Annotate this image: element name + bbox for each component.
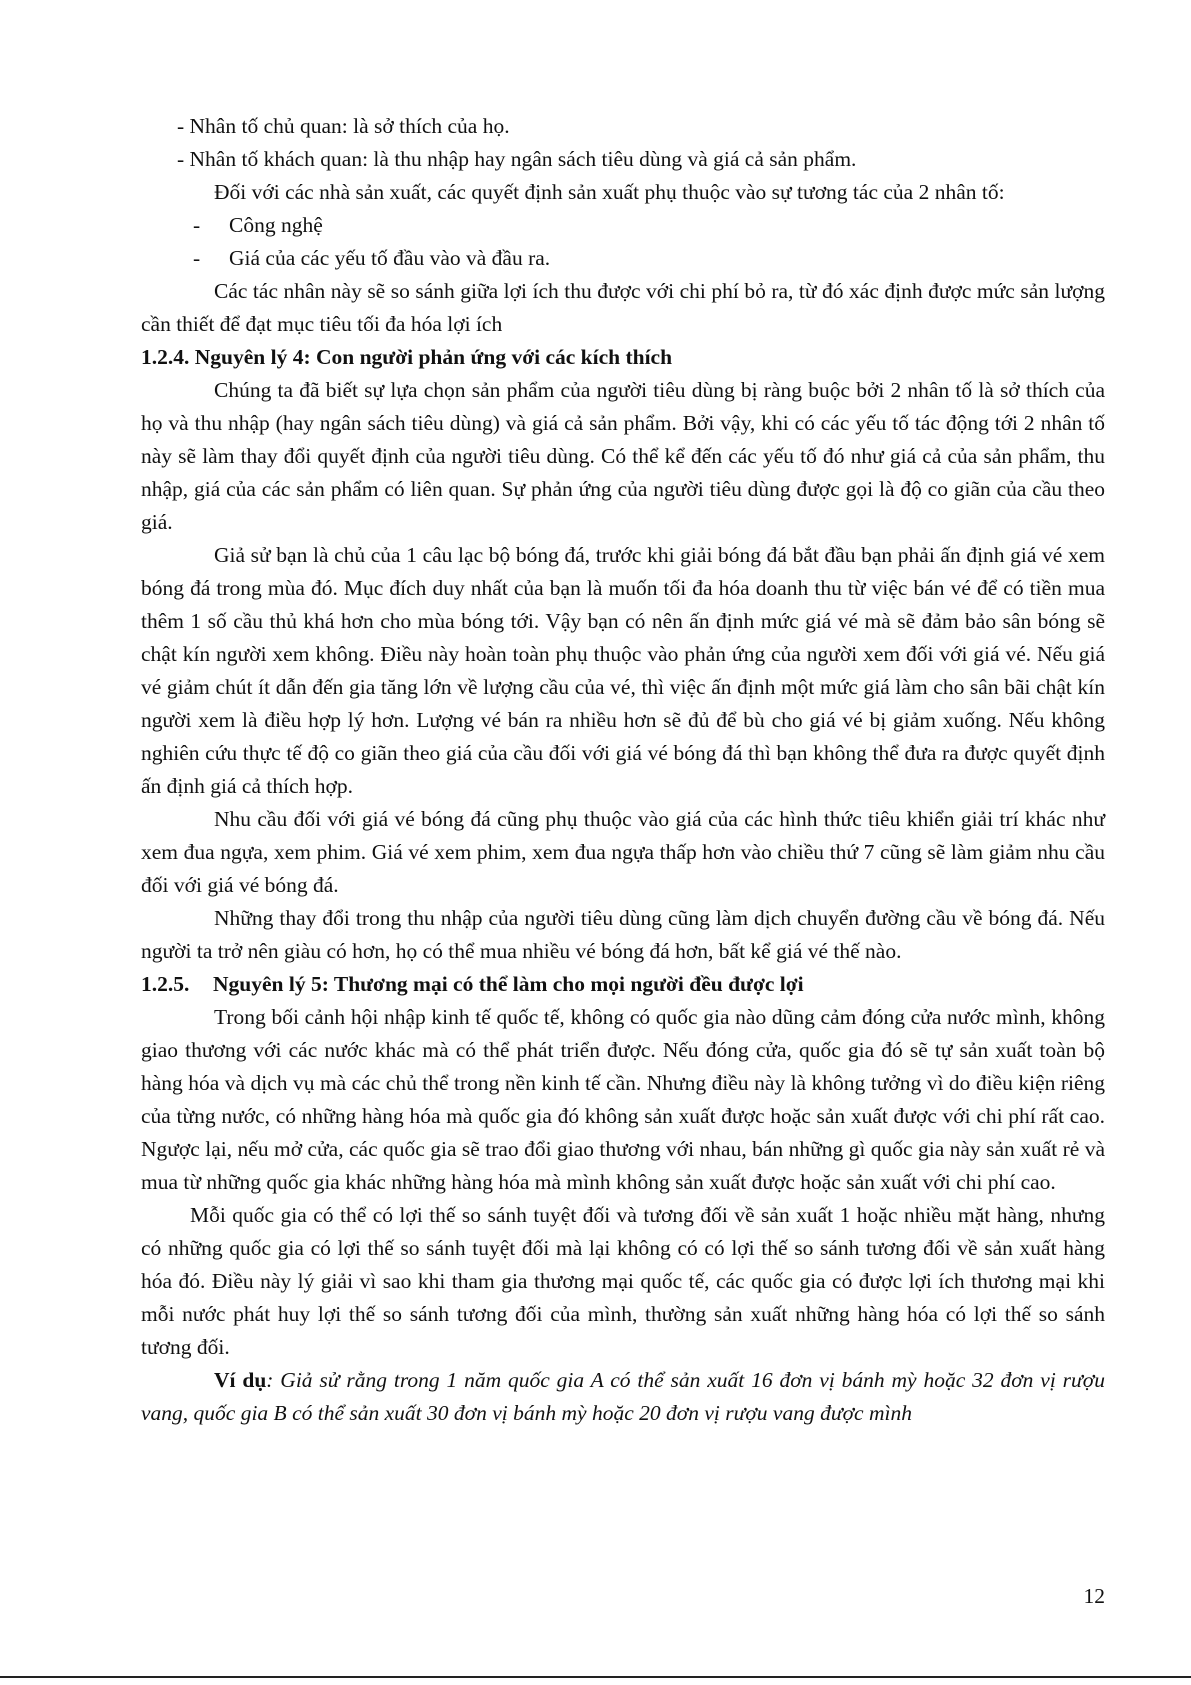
producer-item-text: Công nghệ [229, 213, 323, 237]
example-text: : Giả sử rằng trong 1 năm quốc gia A có thể sản xuất 16 đơn vị bánh mỳ hoặc 32 đơn vị rượu vang, quốc gia B có thể sản xuất 30 đơn vị bánh mỳ hoặc 20 đơn vị rượu vang được mình [141, 1368, 1105, 1425]
document-page [141, 110, 1105, 1430]
bullet-objective-factor: - Nhân tố khách quan: là thu nhập hay ngân sách tiêu dùng và giá cả sản phẩm. [177, 147, 857, 171]
section-5-heading [141, 968, 1105, 1001]
producer-conclusion: Các tác nhân này sẽ so sánh giữa lợi ích thu được với chi phí bỏ ra, từ đó xác định được mức sản lượng cần thiết để đạt mục tiêu tối đa hóa lợi ích [141, 279, 1105, 336]
bottom-divider [0, 1676, 1191, 1678]
bullet-subjective-factor: - Nhân tố chủ quan: là sở thích của họ. [177, 114, 510, 138]
section-5-title: Nguyên lý 5: Thương mại có thể làm cho mọi người đều được lợi [213, 972, 804, 996]
producer-item-technology [141, 209, 1105, 242]
example-label: Ví dụ [214, 1368, 267, 1392]
section-4-paragraph: Những thay đổi trong thu nhập của người tiêu dùng cũng làm dịch chuyển đường cầu về bóng đá. Nếu người ta trở nên giàu có hơn, họ có thể mua nhiều vé bóng đá hơn, bất kể giá vé thế nào. [141, 906, 1105, 963]
producer-item-text: Giá của các yếu tố đầu vào và đầu ra. [229, 246, 551, 270]
section-5-paragraph: Trong bối cảnh hội nhập kinh tế quốc tế, không có quốc gia nào dũng cảm đóng cửa nước mình, không giao thương với các nước khác mà có thể phát triển được. Nếu đóng cửa, quốc gia đó sẽ tự sản xuất toàn bộ hàng hóa và dịch vụ mà các chủ thể trong nền kinh tế cần. Nhưng điều này là không tưởng vì do điều kiện riêng của từng nước, có những hàng hóa mà quốc gia đó không sản xuất được hoặc sản xuất được với chi phí rất cao. Ngược lại, nếu mở cửa, các quốc gia sẽ trao đổi giao thương với nhau, bán những gì quốc gia này sản xuất rẻ và mua từ những quốc gia khác những hàng hóa mà mình không sản xuất được hoặc sản xuất với chi phí cao. [141, 1005, 1105, 1194]
section-5-paragraph: Mỗi quốc gia có thể có lợi thế so sánh tuyệt đối và tương đối về sản xuất 1 hoặc nhiều mặt hàng, nhưng có những quốc gia có lợi thế so sánh tuyệt đối mà lại không có có lợi thế so sánh tương đối về sản xuất hàng hóa đó. Điều này lý giải vì sao khi tham gia thương mại quốc tế, các quốc gia có được lợi ích thương mại khi mỗi nước phát huy lợi thế so sánh tương đối của mình, thường sản xuất những hàng hóa có lợi thế so sánh tương đối. [141, 1203, 1105, 1359]
producer-item-prices [141, 242, 1105, 275]
section-4-paragraph: Chúng ta đã biết sự lựa chọn sản phẩm của người tiêu dùng bị ràng buộc bởi 2 nhân tố là sở thích của họ và thu nhập (hay ngân sách tiêu dùng) và giá cả sản phẩm. Bởi vậy, khi có các yếu tố tác động tới 2 nhân tố này sẽ làm thay đổi quyết định của người tiêu dùng. Có thể kể đến các yếu tố đó như giá cả của sản phẩm, thu nhập, giá của các sản phẩm có liên quan. Sự phản ứng của người tiêu dùng được gọi là độ co giãn của cầu theo giá. [141, 378, 1105, 534]
dash-marker: - [193, 213, 201, 237]
producer-intro: Đối với các nhà sản xuất, các quyết định sản xuất phụ thuộc vào sự tương tác của 2 nhân tố: [214, 180, 1005, 204]
section-5-number: 1.2.5. [141, 972, 190, 996]
dash-marker: - [193, 246, 201, 270]
section-4-paragraph: Nhu cầu đối với giá vé bóng đá cũng phụ thuộc vào giá của các hình thức tiêu khiển giải trí khác như xem đua ngựa, xem phim. Giá vé xem phim, xem đua ngựa thấp hơn vào chiều thứ 7 cũng sẽ làm giảm nhu cầu đối với giá vé bóng đá. [141, 807, 1105, 897]
section-4-heading: 1.2.4. Nguyên lý 4: Con người phản ứng với các kích thích [141, 345, 673, 369]
section-4-paragraph: Giả sử bạn là chủ của 1 câu lạc bộ bóng đá, trước khi giải bóng đá bắt đầu bạn phải ấn định giá vé xem bóng đá trong mùa đó. Mục đích duy nhất của bạn là muốn tối đa hóa doanh thu từ việc bán vé để có tiền mua thêm 1 số cầu thủ khá hơn cho mùa bóng tới. Vậy bạn có nên ấn định mức giá vé mà sẽ đảm bảo sân bóng sẽ chật kín người xem không. Điều này hoàn toàn phụ thuộc vào phản ứng của người xem đối với giá vé. Nếu giá vé giảm chút ít dẫn đến gia tăng lớn về lượng cầu của vé, thì việc ấn định một mức giá làm cho sân bãi chật kín người xem là điều hợp lý hơn. Lượng vé bán ra nhiều hơn sẽ đủ để bù cho giá vé bị giảm xuống. Nếu không nghiên cứu thực tế độ co giãn theo giá của cầu đối với giá vé bóng đá thì bạn không thể đưa ra được quyết định ấn định giá cả thích hợp. [141, 543, 1105, 798]
page-number: 12 [1083, 1584, 1105, 1608]
example-paragraph [141, 1364, 1105, 1430]
